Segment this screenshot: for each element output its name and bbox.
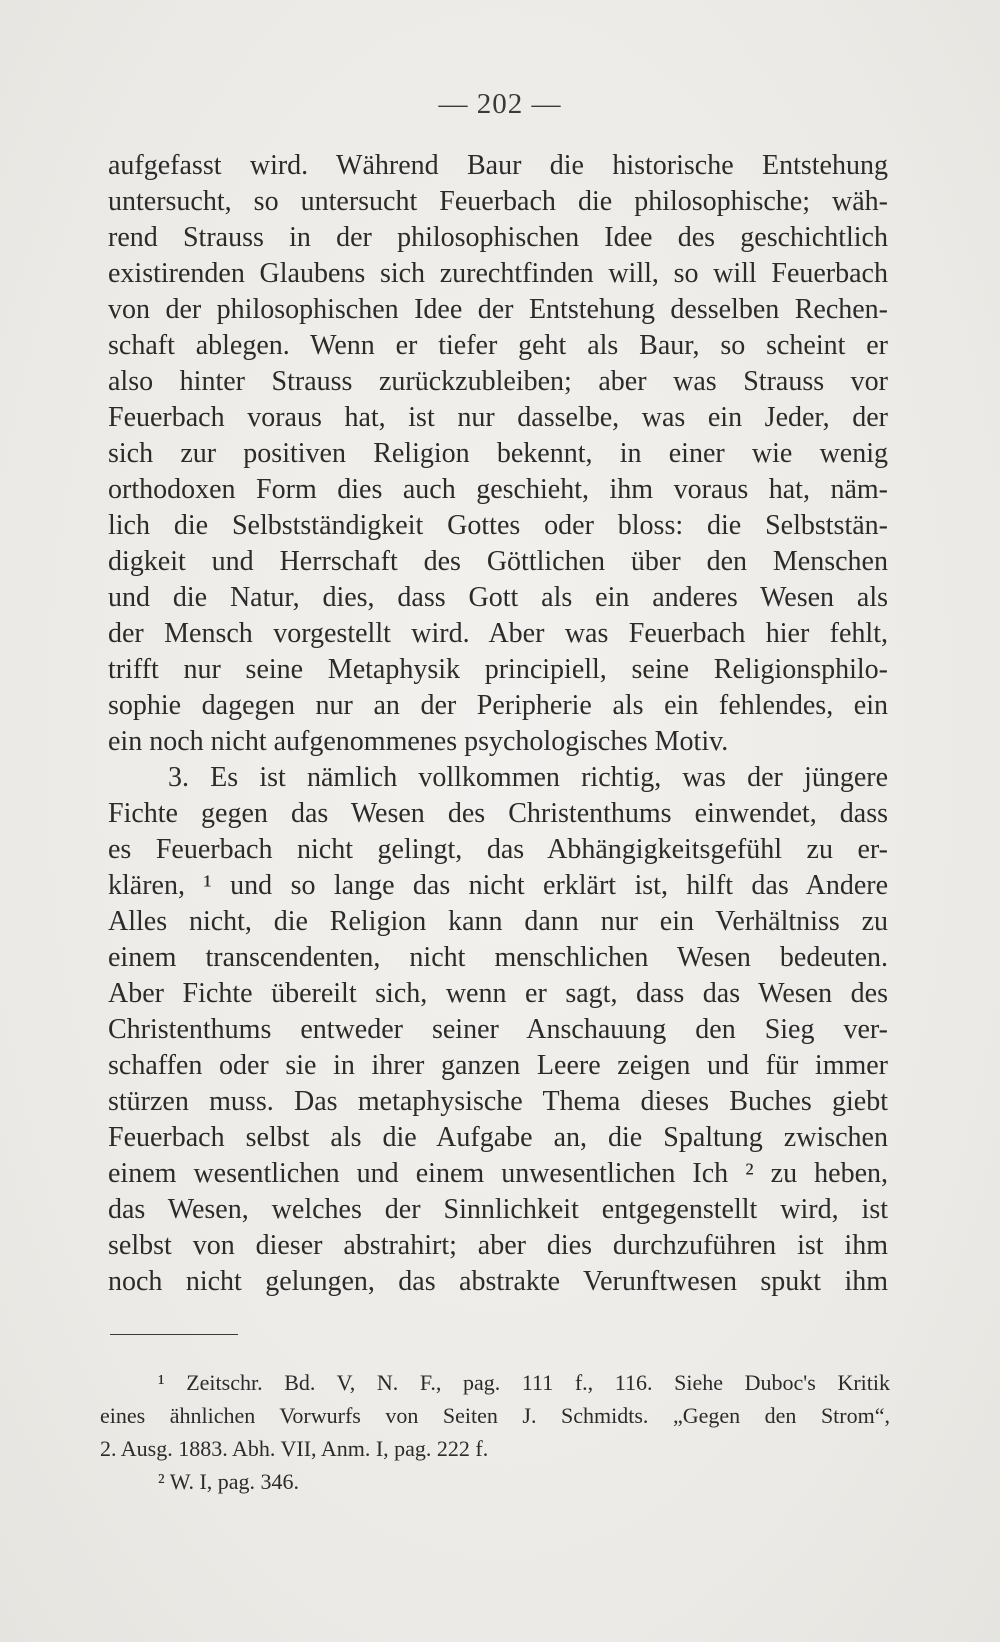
text-line: das Wesen, welches der Sinnlichkeit entgegenstellt wird, ist <box>108 1194 888 1225</box>
text-line: Feuerbach selbst als die Aufgabe an, die Spaltung zwischen <box>108 1122 888 1153</box>
text-line: einem wesentlichen und einem unwesentlichen Ich ² zu heben, <box>108 1158 888 1189</box>
footnote-line: eines ähnlichen Vorwurfs von Seiten J. Schmidts. „Gegen den Strom“, <box>100 1403 890 1428</box>
text-line: noch nicht gelungen, das abstrakte Verunftwesen spukt ihm <box>108 1266 888 1297</box>
text-line: selbst von dieser abstrahirt; aber dies durchzuführen ist ihm <box>108 1230 888 1261</box>
text-line: schaffen oder sie in ihrer ganzen Leere zeigen und für immer <box>108 1050 888 1081</box>
text-line: es Feuerbach nicht gelingt, das Abhängigkeitsgefühl zu er- <box>108 834 888 865</box>
text-line: Aber Fichte übereilt sich, wenn er sagt, dass das Wesen des <box>108 978 888 1009</box>
text-line: sich zur positiven Religion bekennt, in einer wie wenig <box>108 438 888 469</box>
section-start-line: 3. Es ist nämlich vollkommen richtig, was der jüngere <box>168 762 888 793</box>
text-line: schaft ablegen. Wenn er tiefer geht als Baur, so scheint er <box>108 330 888 361</box>
footnote-divider <box>110 1334 238 1335</box>
text-line: von der philosophischen Idee der Entstehung desselben Rechen- <box>108 294 888 325</box>
text-line: rend Strauss in der philosophischen Idee des geschichtlich <box>108 222 888 253</box>
text-line: untersucht, so untersucht Feuerbach die philosophische; wäh- <box>108 186 888 217</box>
text-line: und die Natur, dies, dass Gott als ein anderes Wesen als <box>108 582 888 613</box>
text-line: Christenthums entweder seiner Anschauung den Sieg ver- <box>108 1014 888 1045</box>
text-line: Fichte gegen das Wesen des Christenthums einwendet, dass <box>108 798 888 829</box>
text-line: ein noch nicht aufgenommenes psychologisches Motiv. <box>108 726 729 757</box>
text-line: Alles nicht, die Religion kann dann nur ein Verhältniss zu <box>108 906 888 937</box>
footnotes <box>100 1366 890 1498</box>
text-line: Feuerbach voraus hat, ist nur dasselbe, was ein Jeder, der <box>108 402 888 433</box>
footnote-1: ¹ Zeitschr. Bd. V, N. F., pag. 111 f., 116. Siehe Duboc's Kritik <box>158 1370 890 1395</box>
page-number: — 202 — <box>438 88 562 120</box>
main-text <box>108 148 888 1300</box>
footnote-2: ² W. I, pag. 346. <box>158 1469 300 1494</box>
text-line: also hinter Strauss zurückzubleiben; aber was Strauss vor <box>108 366 888 397</box>
text-line: trifft nur seine Metaphysik principiell, seine Religionsphilo- <box>108 654 888 685</box>
text-line: orthodoxen Form dies auch geschieht, ihm voraus hat, näm- <box>108 474 888 505</box>
text-line: sophie dagegen nur an der Peripherie als ein fehlendes, ein <box>108 690 888 721</box>
text-line: stürzen muss. Das metaphysische Thema dieses Buches giebt <box>108 1086 888 1117</box>
text-line: einem transcendenten, nicht menschlichen Wesen bedeuten. <box>108 942 888 973</box>
text-line: digkeit und Herrschaft des Göttlichen über den Menschen <box>108 546 888 577</box>
text-line: existirenden Glaubens sich zurechtfinden will, so will Feuerbach <box>108 258 888 289</box>
text-line: klären, ¹ und so lange das nicht erklärt ist, hilft das Andere <box>108 870 888 901</box>
text-line: aufgefasst wird. Während Baur die historische Entstehung <box>108 150 888 181</box>
footnote-line: 2. Ausg. 1883. Abh. VII, Anm. I, pag. 222 f. <box>100 1436 489 1461</box>
text-line: der Mensch vorgestellt wird. Aber was Feuerbach hier fehlt, <box>108 618 888 649</box>
text-line: lich die Selbstständigkeit Gottes oder bloss: die Selbststän- <box>108 510 888 541</box>
